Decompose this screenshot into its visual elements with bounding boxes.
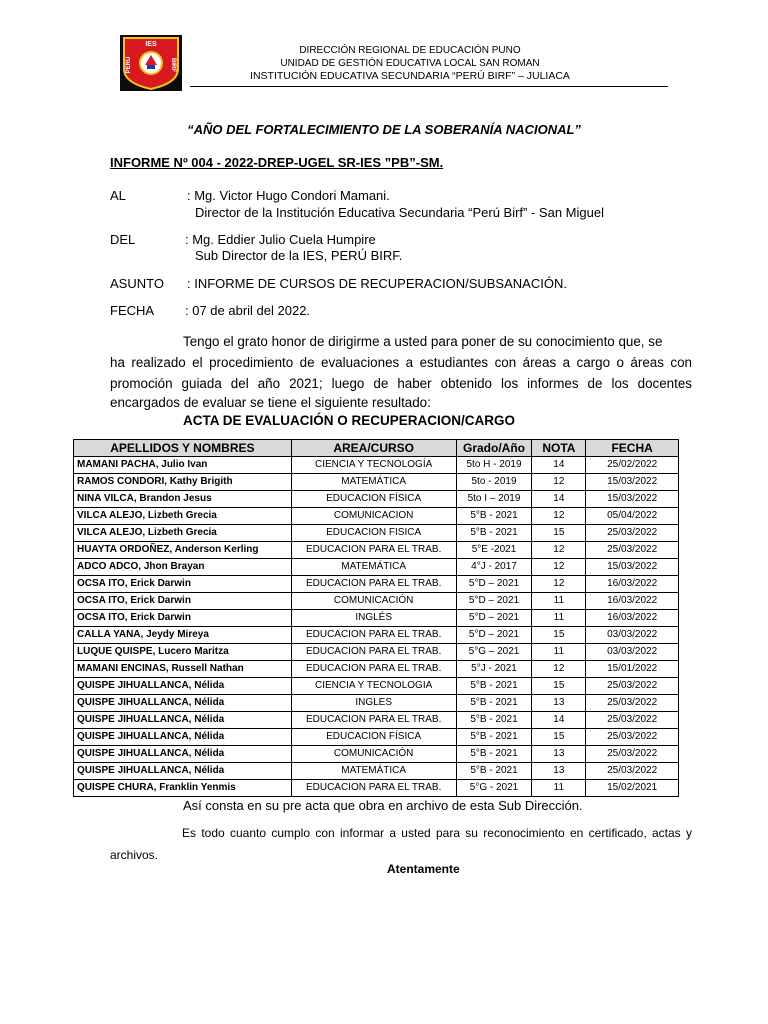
student-name-cell: QUISPE CHURA, Franklin Yenmis bbox=[74, 780, 292, 797]
course-cell: COMUNICACIÓN bbox=[291, 746, 456, 763]
table-row bbox=[74, 576, 679, 593]
date-cell: 25/03/2022 bbox=[586, 763, 679, 780]
student-name-cell: QUISPE JIHUALLANCA, Nélida bbox=[74, 695, 292, 712]
course-cell: MATEMÁTICA bbox=[291, 763, 456, 780]
student-name-cell: CALLA YANA, Jeydy Mireya bbox=[74, 627, 292, 644]
student-name-cell: OCSA ITO, Erick Darwin bbox=[74, 576, 292, 593]
grade-year-cell: 5°D – 2021 bbox=[456, 610, 532, 627]
table-row bbox=[74, 644, 679, 661]
score-cell: 12 bbox=[532, 474, 586, 491]
date-cell: 15/03/2022 bbox=[586, 559, 679, 576]
footer-line-2: Es todo cuanto cumplo con informar a usted para su reconocimiento en certificado, actas y archivos. bbox=[110, 826, 692, 862]
course-cell: MATEMÁTICA bbox=[291, 474, 456, 491]
col-header-area: AREA/CURSO bbox=[291, 440, 456, 457]
asunto-label: ASUNTO bbox=[110, 276, 164, 291]
student-name-cell: MAMANI ENCINAS, Russell Nathan bbox=[74, 661, 292, 678]
header-line-1: DIRECCIÓN REGIONAL DE EDUCACIÓN PUNO bbox=[299, 45, 521, 56]
score-cell: 13 bbox=[532, 695, 586, 712]
grade-year-cell: 5°B - 2021 bbox=[456, 763, 532, 780]
table-row bbox=[74, 678, 679, 695]
body-line-4: encargados de evaluar se tiene el siguiente resultado: bbox=[110, 395, 431, 410]
date-cell: 15/03/2022 bbox=[586, 474, 679, 491]
grade-year-cell: 5°B - 2021 bbox=[456, 729, 532, 746]
informe-title: INFORME Nº 004 - 2022-DREP-UGEL SR-IES ”PB”-SM. bbox=[110, 155, 444, 170]
al-name: : Mg. Victor Hugo Condori Mamani. bbox=[187, 188, 390, 203]
table-row bbox=[74, 712, 679, 729]
date-cell: 16/03/2022 bbox=[586, 576, 679, 593]
year-motto: “AÑO DEL FORTALECIMIENTO DE LA SOBERANÍA NACIONAL” bbox=[187, 122, 581, 137]
fecha-value: : 07 de abril del 2022. bbox=[185, 303, 311, 318]
body-line-2: ha realizado el procedimiento de evaluaciones a estudiantes con áreas a cargo o áreas con bbox=[110, 355, 692, 370]
course-cell: EDUCACION PARA EL TRAB. bbox=[291, 542, 456, 559]
table-row bbox=[74, 559, 679, 576]
grade-year-cell: 5to H - 2019 bbox=[456, 457, 532, 474]
grade-year-cell: 5°B - 2021 bbox=[456, 678, 532, 695]
grade-year-cell: 5°E -2021 bbox=[456, 542, 532, 559]
student-name-cell: QUISPE JIHUALLANCA, Nélida bbox=[74, 746, 292, 763]
school-crest-logo bbox=[120, 35, 182, 91]
date-cell: 25/03/2022 bbox=[586, 695, 679, 712]
score-cell: 12 bbox=[532, 576, 586, 593]
logo-text-left: PERU bbox=[126, 56, 132, 74]
grade-year-cell: 5to I – 2019 bbox=[456, 491, 532, 508]
del-label: DEL bbox=[110, 232, 136, 247]
date-cell: 25/03/2022 bbox=[586, 678, 679, 695]
course-cell: EDUCACION FISICA bbox=[291, 525, 456, 542]
table-row bbox=[74, 661, 679, 678]
score-cell: 12 bbox=[532, 542, 586, 559]
header-line-3: INSTITUCIÓN EDUCATIVA SECUNDARIA “PERÚ BIRF” – JULIACA bbox=[250, 70, 570, 82]
student-name-cell: RAMOS CONDORI, Kathy Brigith bbox=[74, 474, 292, 491]
score-cell: 13 bbox=[532, 746, 586, 763]
table-row bbox=[74, 474, 679, 491]
col-header-grade: Grado/Año bbox=[456, 440, 532, 457]
student-name-cell: QUISPE JIHUALLANCA, Nélida bbox=[74, 729, 292, 746]
course-cell: EDUCACION PARA EL TRAB. bbox=[291, 576, 456, 593]
grade-year-cell: 5°D – 2021 bbox=[456, 593, 532, 610]
table-body bbox=[74, 457, 679, 797]
score-cell: 14 bbox=[532, 491, 586, 508]
body-line-1: Tengo el grato honor de dirigirme a usted para poner de su conocimiento que, se bbox=[183, 334, 663, 349]
grade-year-cell: 5°B - 2021 bbox=[456, 712, 532, 729]
table-row bbox=[74, 525, 679, 542]
student-name-cell: VILCA ALEJO, Lizbeth Grecia bbox=[74, 525, 292, 542]
course-cell: EDUCACION PARA EL TRAB. bbox=[291, 644, 456, 661]
table-row bbox=[74, 593, 679, 610]
student-name-cell: OCSA ITO, Erick Darwin bbox=[74, 610, 292, 627]
table-row bbox=[74, 763, 679, 780]
course-cell: CIENCIA Y TECNOLOGIA bbox=[291, 678, 456, 695]
grade-year-cell: 5°B - 2021 bbox=[456, 508, 532, 525]
course-cell: COMUNICACION bbox=[291, 508, 456, 525]
grade-year-cell: 5°B - 2021 bbox=[456, 746, 532, 763]
student-name-cell: OCSA ITO, Erick Darwin bbox=[74, 593, 292, 610]
date-cell: 25/03/2022 bbox=[586, 746, 679, 763]
table-row bbox=[74, 491, 679, 508]
date-cell: 16/03/2022 bbox=[586, 610, 679, 627]
course-cell: INGLÉS bbox=[291, 610, 456, 627]
score-cell: 15 bbox=[532, 525, 586, 542]
student-name-cell: MAMANI PACHA, Julio Ivan bbox=[74, 457, 292, 474]
date-cell: 25/03/2022 bbox=[586, 729, 679, 746]
student-name-cell: QUISPE JIHUALLANCA, Nélida bbox=[74, 712, 292, 729]
grade-year-cell: 5°G – 2021 bbox=[456, 644, 532, 661]
grade-year-cell: 5°G - 2021 bbox=[456, 780, 532, 797]
table-header-row bbox=[74, 440, 679, 457]
table-row bbox=[74, 610, 679, 627]
acta-title: ACTA DE EVALUACIÓN O RECUPERACION/CARGO bbox=[183, 413, 516, 428]
date-cell: 15/03/2022 bbox=[586, 491, 679, 508]
date-cell: 15/01/2022 bbox=[586, 661, 679, 678]
date-cell: 15/02/2021 bbox=[586, 780, 679, 797]
student-name-cell: ADCO ADCO, Jhon Brayan bbox=[74, 559, 292, 576]
header-line-2: UNIDAD DE GESTIÓN EDUCATIVA LOCAL SAN ROMAN bbox=[280, 58, 540, 69]
student-name-cell: QUISPE JIHUALLANCA, Nélida bbox=[74, 678, 292, 695]
course-cell: EDUCACION FÍSICA bbox=[291, 491, 456, 508]
grades-table bbox=[73, 439, 679, 797]
col-header-score: NOTA bbox=[532, 440, 586, 457]
body-line-3: promoción guiada del año 2021; luego de haber obtenido los informes de los docentes bbox=[110, 376, 692, 391]
score-cell: 12 bbox=[532, 661, 586, 678]
score-cell: 11 bbox=[532, 610, 586, 627]
course-cell: CIENCIA Y TECNOLOGÍA bbox=[291, 457, 456, 474]
table-row bbox=[74, 508, 679, 525]
score-cell: 13 bbox=[532, 763, 586, 780]
score-cell: 14 bbox=[532, 712, 586, 729]
score-cell: 15 bbox=[532, 627, 586, 644]
date-cell: 25/03/2022 bbox=[586, 542, 679, 559]
table-row bbox=[74, 695, 679, 712]
student-name-cell: VILCA ALEJO, Lizbeth Grecia bbox=[74, 508, 292, 525]
table-row bbox=[74, 746, 679, 763]
date-cell: 25/03/2022 bbox=[586, 712, 679, 729]
date-cell: 03/03/2022 bbox=[586, 644, 679, 661]
score-cell: 11 bbox=[532, 593, 586, 610]
logo-text-top: IES bbox=[145, 41, 157, 48]
col-header-names: APELLIDOS Y NOMBRES bbox=[74, 440, 292, 457]
course-cell: MATEMÁTICA bbox=[291, 559, 456, 576]
score-cell: 11 bbox=[532, 780, 586, 797]
grade-year-cell: 4°J - 2017 bbox=[456, 559, 532, 576]
course-cell: INGLES bbox=[291, 695, 456, 712]
score-cell: 14 bbox=[532, 457, 586, 474]
score-cell: 11 bbox=[532, 644, 586, 661]
al-role: Director de la Institución Educativa Secundaria “Perú Birf” - San Miguel bbox=[195, 205, 604, 220]
table-row bbox=[74, 542, 679, 559]
del-role: Sub Director de la IES, PERÚ BIRF. bbox=[195, 248, 403, 263]
course-cell: EDUCACION FÍSICA bbox=[291, 729, 456, 746]
date-cell: 03/03/2022 bbox=[586, 627, 679, 644]
score-cell: 12 bbox=[532, 508, 586, 525]
course-cell: EDUCACION PARA EL TRAB. bbox=[291, 661, 456, 678]
table-row bbox=[74, 729, 679, 746]
score-cell: 15 bbox=[532, 678, 586, 695]
grade-year-cell: 5°B - 2021 bbox=[456, 695, 532, 712]
student-name-cell: NINA VILCA, Brandon Jesus bbox=[74, 491, 292, 508]
footer-line-1: Así consta en su pre acta que obra en archivo de esta Sub Dirección. bbox=[183, 798, 583, 813]
grade-year-cell: 5°B - 2021 bbox=[456, 525, 532, 542]
student-name-cell: QUISPE JIHUALLANCA, Nélida bbox=[74, 763, 292, 780]
header-divider bbox=[190, 86, 668, 87]
course-cell: EDUCACION PARA EL TRAB. bbox=[291, 627, 456, 644]
fecha-label: FECHA bbox=[110, 303, 155, 318]
asunto-value: : INFORME DE CURSOS DE RECUPERACION/SUBSANACIÓN. bbox=[187, 276, 567, 291]
student-name-cell: LUQUE QUISPE, Lucero Maritza bbox=[74, 644, 292, 661]
course-cell: EDUCACION PARA EL TRAB. bbox=[291, 780, 456, 797]
col-header-date: FECHA bbox=[586, 440, 679, 457]
table-row bbox=[74, 627, 679, 644]
date-cell: 25/03/2022 bbox=[586, 525, 679, 542]
al-label: AL bbox=[110, 188, 126, 203]
course-cell: EDUCACION PARA EL TRAB. bbox=[291, 712, 456, 729]
table-row bbox=[74, 457, 679, 474]
grade-year-cell: 5to - 2019 bbox=[456, 474, 532, 491]
date-cell: 16/03/2022 bbox=[586, 593, 679, 610]
logo-text-right: BIRF bbox=[170, 58, 176, 72]
table-row bbox=[74, 780, 679, 797]
closing-atentamente: Atentamente bbox=[387, 862, 460, 876]
grade-year-cell: 5°D – 2021 bbox=[456, 576, 532, 593]
grade-year-cell: 5°J - 2021 bbox=[456, 661, 532, 678]
del-name: : Mg. Eddier Julio Cuela Humpire bbox=[185, 232, 376, 247]
date-cell: 05/04/2022 bbox=[586, 508, 679, 525]
course-cell: COMUNICACIÓN bbox=[291, 593, 456, 610]
grade-year-cell: 5°D – 2021 bbox=[456, 627, 532, 644]
student-name-cell: HUAYTA ORDOÑEZ, Anderson Kerling bbox=[74, 542, 292, 559]
score-cell: 15 bbox=[532, 729, 586, 746]
date-cell: 25/02/2022 bbox=[586, 457, 679, 474]
score-cell: 12 bbox=[532, 559, 586, 576]
